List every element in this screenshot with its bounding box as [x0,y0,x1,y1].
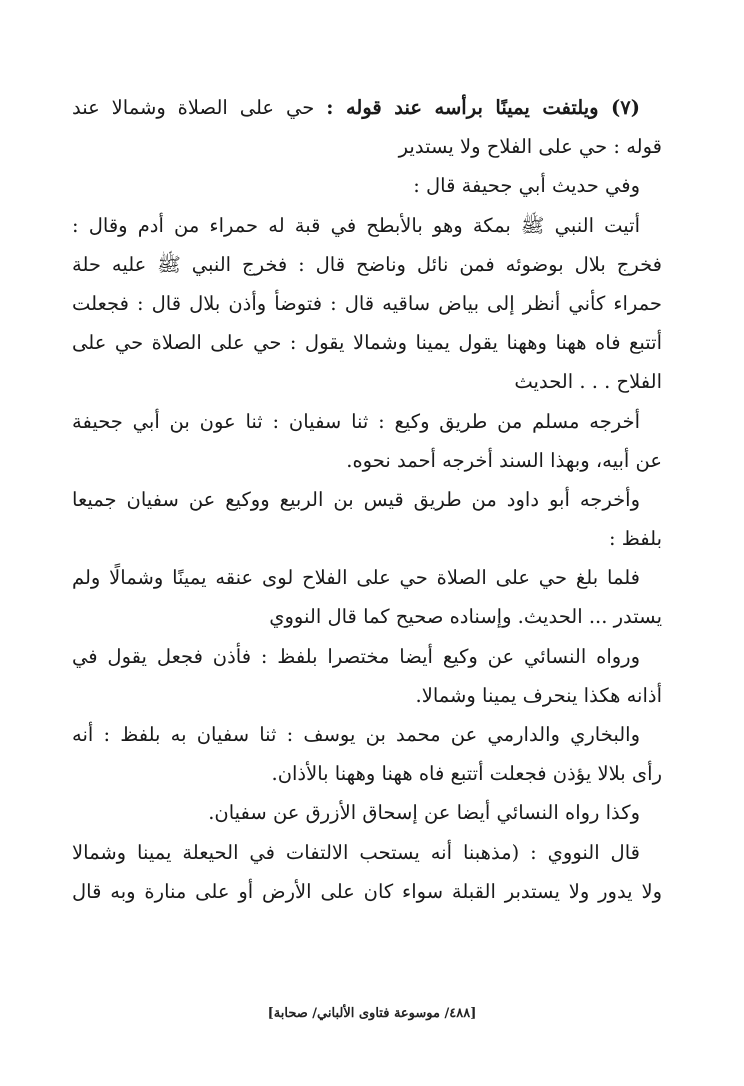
text-line-11: وأخرجه أبو داود من طريق قيس بن الربيع ووكيع عن سفيان جميعا [72,487,640,511]
text-line-7: أتتبع فاه ههنا وههنا يقول يمينا وشمالا يقول : حي على الصلاة حي على [72,331,662,355]
text-line-17: والبخاري والدارمي عن محمد بن يوسف : ثنا سفيان به بلفظ : أنه [72,723,640,746]
text-line-16: أذانه هكذا ينحرف يمينا وشمالا. [415,683,662,707]
text-line-1 [72,88,662,127]
text-line-15: ورواه النسائي عن وكيع أيضا مختصرا بلفظ : فأذن فجعل يقول في [72,644,640,668]
text-line-8: الفلاح . . . الحديث [514,370,662,394]
text-line-18: رأى بلالا يؤذن فجعلت أتتبع فاه ههنا وههنا بالأذان. [271,762,662,786]
text-line-14: يستدر ... الحديث. وإسناده صحيح كما قال النووي [269,605,662,629]
text-line-5: فخرج بلال بوضوئه فمن نائل وناضح قال : فخرج النبي ﷺ عليه حلة [72,252,662,276]
text-line-21: ولا يدور ولا يستدبر القبلة سواء كان على الأرض أو على منارة وبه قال [72,879,662,903]
text-line-10: عن أبيه، وبهذا السند أخرجه أحمد نحوه. [346,448,662,472]
text-line-12: بلفظ : [608,527,662,551]
text-line-13: فلما بلغ حي على الصلاة حي على الفلاح لوى عنقه يمينًا وشمالًا ولم [72,566,640,590]
heading-rest: حي على الصلاة وشمالا عند [72,96,327,119]
text-line-6: حمراء كأني أنظر إلى بياض ساقيه قال : فتوضأ وأذن بلال قال : فجعلت [72,291,662,315]
text-line-9: أخرجه مسلم من طريق وكيع : ثنا سفيان : ثنا عون بن أبي جحيفة [72,409,640,433]
heading-bold-prefix: (٧) ويلتفت يمينًا برأسه عند قوله : [326,96,640,119]
page-footer: [٤٨٨/ موسوعة فتاوى الألباني/ صحابة] [267,1006,477,1021]
text-line-19: وكذا رواه النسائي أيضا عن إسحاق الأزرق عن سفيان. [208,801,640,825]
text-line-3: وفي حديث أبي جحيفة قال : [413,174,640,198]
text-line-20: قال النووي : (مذهبنا أنه يستحب الالتفات في الحيعلة يمينا وشمالا [72,840,640,864]
text-line-4: أتيت النبي ﷺ بمكة وهو بالأبطح في قبة له حمراء من أدم وقال : [72,213,640,237]
text-line-2: قوله : حي على الفلاح ولا يستدير [398,135,662,159]
page-body [72,88,662,911]
